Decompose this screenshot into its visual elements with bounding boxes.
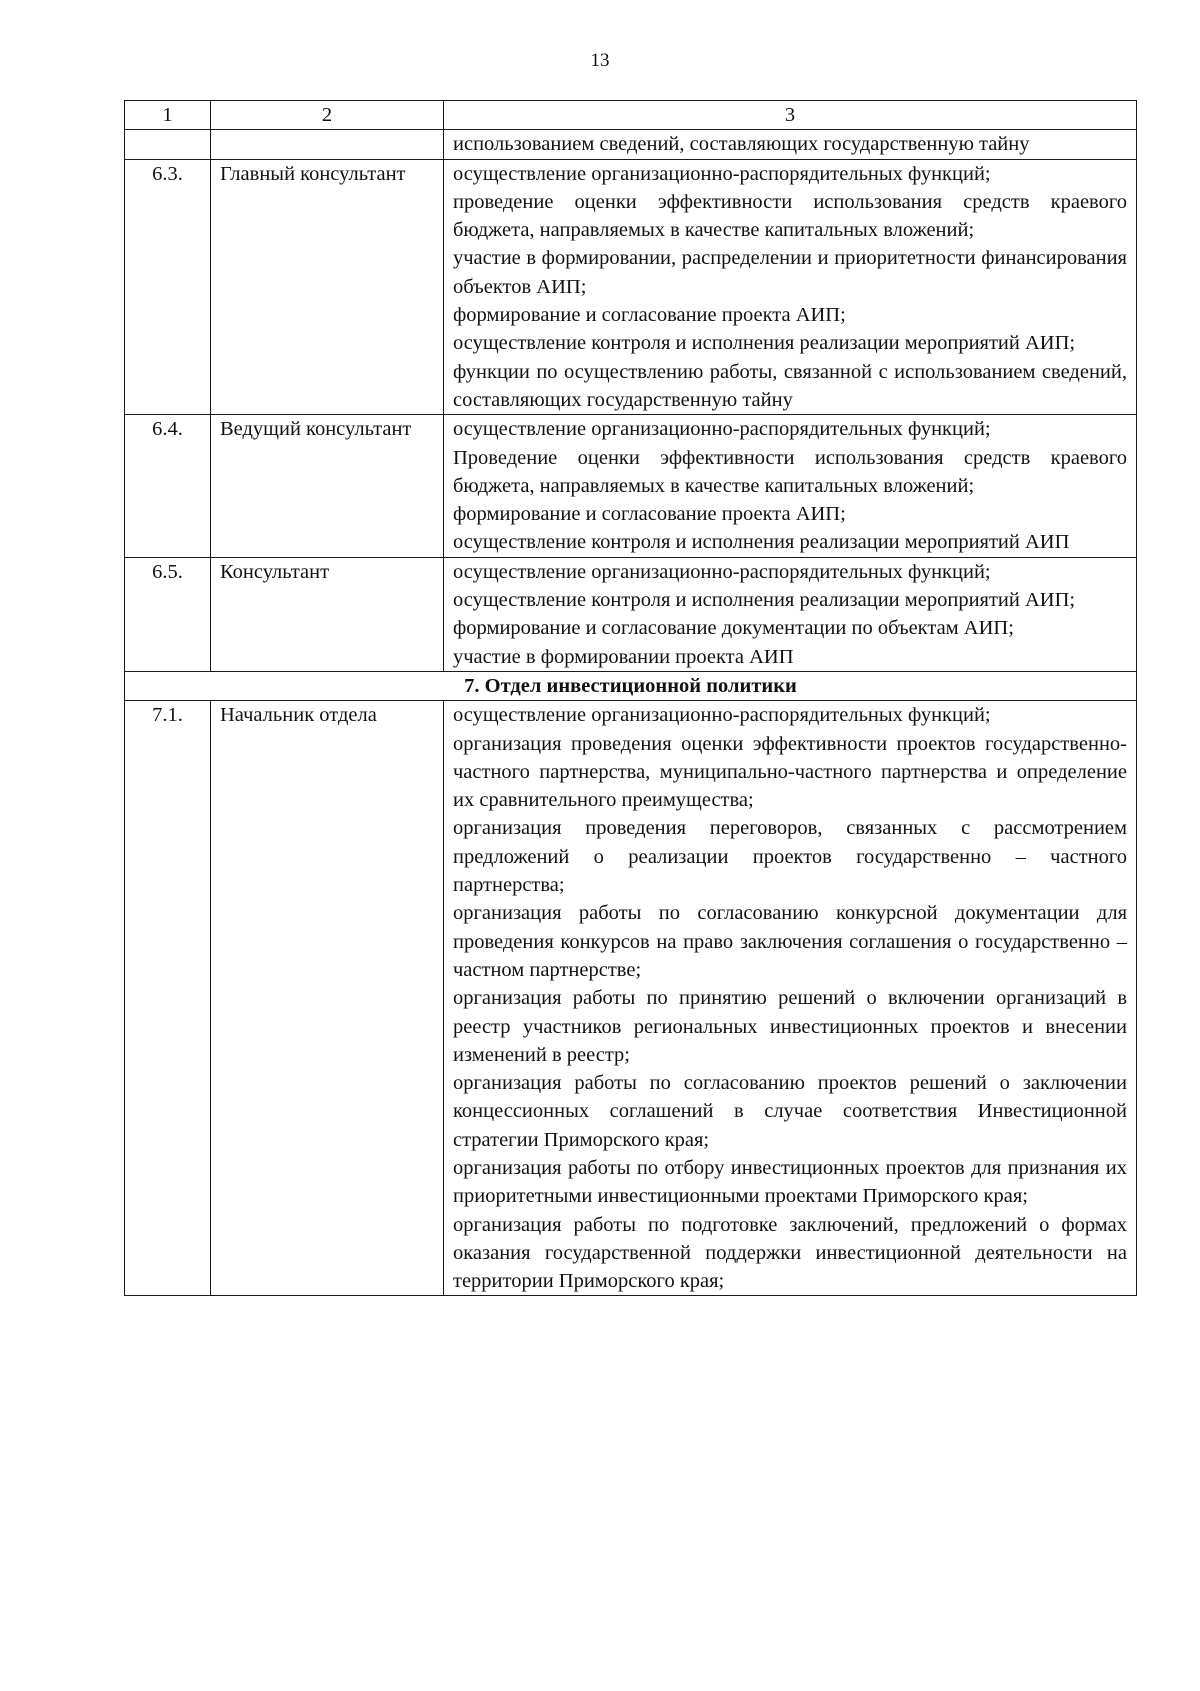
function-item: проведение оценки эффективности использования средств краевого бюджета, направляемых в качестве капитальных вложений; — [453, 190, 1127, 242]
section-row — [125, 671, 1137, 700]
header-row — [125, 101, 1137, 130]
function-item: организация проведения переговоров, связанных с рассмотрением предложений о реализации проектов государственно – частного партнерства; — [453, 817, 1127, 897]
position-title: Консультант — [211, 557, 444, 671]
function-item: осуществление организационно-распорядительных функций; — [453, 704, 991, 727]
functions-cell — [444, 159, 1137, 415]
position-title: Ведущий консультант — [211, 415, 444, 557]
function-item: осуществление организационно-распорядительных функций; — [453, 418, 991, 441]
function-item: организация работы по согласованию проектов решений о заключении концессионных соглашений в случае соответствия Инвестиционной стратегии Приморского края; — [453, 1072, 1127, 1151]
position-row — [125, 557, 1137, 671]
row-number: 7.1. — [125, 701, 211, 1296]
position-row — [125, 130, 1137, 159]
page-number: 13 — [590, 50, 610, 71]
function-item: формирование и согласование документации по объектам АИП; — [453, 617, 1014, 640]
function-item: организация работы по отбору инвестиционных проектов для признания их приоритетными инвестиционными проектами Приморского края; — [453, 1156, 1127, 1208]
function-item: формирование и согласование проекта АИП; — [453, 503, 846, 526]
function-item: осуществление организационно-распорядительных функций; — [453, 560, 991, 583]
functions-cell — [444, 415, 1137, 557]
function-item: организация работы по подготовке заключений, предложений о формах оказания государственной поддержки инвестиционной деятельности на территории Приморского края; — [453, 1213, 1127, 1293]
functions-cell — [444, 557, 1137, 671]
position-title: Начальник отдела — [211, 701, 444, 1296]
functions-cell — [444, 130, 1137, 159]
row-number: 6.4. — [125, 415, 211, 557]
duties-table — [124, 100, 1137, 1296]
function-item: Проведение оценки эффективности использования средств краевого бюджета, направляемых в качестве капитальных вложений; — [453, 446, 1127, 497]
function-item: осуществление контроля и исполнения реализации мероприятий АИП; — [453, 589, 1076, 612]
function-item: участие в формировании проекта АИП — [453, 645, 794, 668]
row-number — [125, 130, 211, 159]
header-col-3: 3 — [444, 101, 1137, 130]
function-item: осуществление контроля и исполнения реализации мероприятий АИП; — [453, 332, 1076, 355]
function-item: организация работы по согласованию конкурсной документации для проведения конкурсов на право заключения соглашения о государственно – частном партнерстве; — [453, 902, 1127, 981]
function-item: осуществление контроля и исполнения реализации мероприятий АИП — [453, 531, 1070, 554]
header-col-2: 2 — [211, 101, 444, 130]
position-row — [125, 159, 1137, 415]
function-item: организация проведения оценки эффективности проектов государственно-частного партнерства, муниципально-частного партнерства и определение их сравнительного преимущества; — [453, 732, 1127, 812]
function-item: осуществление организационно-распорядительных функций; — [453, 162, 991, 185]
function-item: формирование и согласование проекта АИП; — [453, 304, 846, 327]
header-col-1: 1 — [125, 101, 211, 130]
function-item: участие в формировании, распределении и приоритетности финансирования объектов АИП; — [453, 247, 1127, 298]
function-item: организация работы по принятию решений о включении организаций в реестр участников региональных инвестиционных проектов и внесении изменений в реестр; — [453, 987, 1127, 1066]
position-title: Главный консультант — [211, 159, 444, 415]
section-title: 7. Отдел инвестиционной политики — [125, 671, 1137, 700]
position-row — [125, 701, 1137, 1296]
row-number: 6.3. — [125, 159, 211, 415]
row-number: 6.5. — [125, 557, 211, 671]
position-title — [211, 130, 444, 159]
functions-cell — [444, 701, 1137, 1296]
function-item: использованием сведений, составляющих государственную тайну — [453, 133, 1030, 156]
position-row — [125, 415, 1137, 557]
function-item: функции по осуществлению работы, связанной с использованием сведений, составляющих государственную тайну — [453, 360, 1127, 411]
